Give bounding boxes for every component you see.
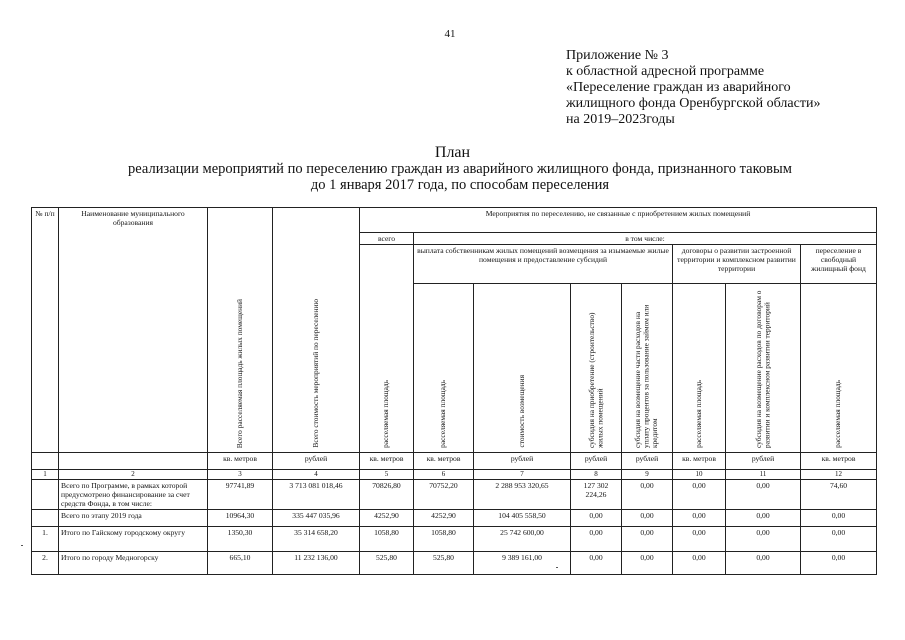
cell-col10: 0,00 (673, 527, 726, 552)
row-name: Итого по Гайскому городскому округу (59, 527, 208, 552)
cell-col6: 70752,20 (414, 480, 474, 510)
header-v-tom-chisle: в том числе: (414, 233, 877, 245)
header-pereselenie: переселение в свободный жилищный фонд (801, 245, 877, 284)
unit-cell: рублей (273, 453, 360, 470)
appendix-line: «Переселение граждан из аварийного (566, 80, 791, 95)
table-row (32, 527, 877, 552)
unit-cell: рублей (622, 453, 673, 470)
row-num: 2. (32, 552, 59, 575)
cell-col8: 0,00 (571, 552, 622, 575)
unit-cell: кв. метров (414, 453, 474, 470)
unit-cell: кв. метров (208, 453, 273, 470)
scan-speck (21, 545, 23, 546)
unit-cell: кв. метров (360, 453, 414, 470)
appendix-line: жилищного фонда Оренбургской области» (566, 96, 821, 111)
header-total-cost: Всего стоимость мероприятий по переселению (273, 208, 360, 453)
cell-col5: 525,80 (360, 552, 414, 575)
column-number: 4 (273, 470, 360, 480)
cell-col6: 1058,80 (414, 527, 474, 552)
column-number: 1 (32, 470, 59, 480)
unit-cell: рублей (474, 453, 571, 470)
cell-total-area: 1350,30 (208, 527, 273, 552)
header-vyplata: выплата собственникам жилых помещений возмещения за изымаемые жилые помещения и предоставление субсидий (414, 245, 673, 284)
appendix-block (566, 48, 820, 128)
appendix-line: на 2019–2023годы (566, 112, 675, 127)
subtitle-line: реализации мероприятий по переселению граждан из аварийного жилищного фонда, признанного таковым (128, 161, 792, 177)
column-number: 6 (414, 470, 474, 480)
cell-col9: 0,00 (622, 552, 673, 575)
cell-total-cost: 335 447 035,96 (273, 510, 360, 527)
cell-col12: 0,00 (801, 510, 877, 527)
cell-col12: 0,00 (801, 527, 877, 552)
appendix-line: к областной адресной программе (566, 64, 765, 79)
cell-col6: 525,80 (414, 552, 474, 575)
cell-col7: 104 405 558,50 (474, 510, 571, 527)
header-col10: расселяемая площадь (673, 284, 726, 453)
document-subtitle (60, 161, 860, 193)
cell-col5: 70826,80 (360, 480, 414, 510)
cell-total-area: 665,10 (208, 552, 273, 575)
cell-col7: 9 389 161,00 (474, 552, 571, 575)
column-number: 3 (208, 470, 273, 480)
cell-col8: 0,00 (571, 527, 622, 552)
column-number: 9 (622, 470, 673, 480)
subtitle-line: до 1 января 2017 года, по способам переселения (310, 177, 610, 193)
header-col11: субсидия на возмещение расходов по договорам о развитии и комплексном развитии территорий (726, 284, 801, 453)
row-name: Итого по городу Медногорску (59, 552, 208, 575)
cell-total-cost: 35 314 658,20 (273, 527, 360, 552)
column-number-row (32, 470, 877, 480)
cell-col8: 0,00 (571, 510, 622, 527)
header-group-title: Мероприятия по переселению, не связанные с приобретением жилых помещений (360, 208, 877, 233)
unit-cell: кв. метров (673, 453, 726, 470)
cell-col12: 0,00 (801, 552, 877, 575)
cell-col10: 0,00 (673, 480, 726, 510)
cell-col9: 0,00 (622, 510, 673, 527)
cell-col11: 0,00 (726, 480, 801, 510)
cell-col6: 4252,90 (414, 510, 474, 527)
header-vsego: всего (360, 233, 414, 245)
cell-total-cost: 3 713 081 018,46 (273, 480, 360, 510)
page-number: 41 (444, 28, 456, 40)
cell-col12: 74,60 (801, 480, 877, 510)
cell-col5: 4252,90 (360, 510, 414, 527)
header-total-area: Всего расселяемая площадь жилых помещений (208, 208, 273, 453)
cell-col7: 2 288 953 320,65 (474, 480, 571, 510)
cell-total-cost: 11 232 136,00 (273, 552, 360, 575)
column-number: 12 (801, 470, 877, 480)
unit-cell: кв. метров (801, 453, 877, 470)
cell-col8: 127 302 224,26 (571, 480, 622, 510)
column-number: 7 (474, 470, 571, 480)
header-col5: расселяемая площадь (360, 245, 414, 453)
scan-speck (556, 567, 558, 568)
header-name: Наименование муниципального образования (59, 208, 208, 453)
cell-col11: 0,00 (726, 510, 801, 527)
units-spacer (32, 453, 59, 470)
cell-total-area: 10964,30 (208, 510, 273, 527)
header-dogovory: договоры о развитии застроенной территории и комплексном развитии территории (673, 245, 801, 284)
document-title: План (434, 144, 471, 161)
header-num: № п/п (32, 208, 59, 453)
cell-total-area: 97741,89 (208, 480, 273, 510)
appendix-line: Приложение № 3 (566, 48, 669, 63)
cell-col11: 0,00 (726, 527, 801, 552)
cell-col9: 0,00 (622, 527, 673, 552)
header-col12: расселяемая площадь (801, 284, 877, 453)
units-spacer (59, 453, 208, 470)
row-num: 1. (32, 527, 59, 552)
row-num (32, 480, 59, 510)
unit-cell: рублей (571, 453, 622, 470)
cell-col10: 0,00 (673, 510, 726, 527)
table-row (32, 552, 877, 575)
header-col6: расселяемая площадь (414, 284, 474, 453)
header-col7: стоимость возмещения (474, 284, 571, 453)
cell-col11: 0,00 (726, 552, 801, 575)
table-row (32, 510, 877, 527)
unit-cell: рублей (726, 453, 801, 470)
row-name: Всего по Программе, в рамках которой предусмотрено финансирование за счет средств Фонда, в том числе: (59, 480, 208, 510)
plan-table (31, 207, 877, 575)
column-number: 2 (59, 470, 208, 480)
header-col8: субсидия на приобретение (строительство) жилых помещений (571, 284, 622, 453)
cell-col9: 0,00 (622, 480, 673, 510)
column-number: 5 (360, 470, 414, 480)
column-number: 11 (726, 470, 801, 480)
column-number: 8 (571, 470, 622, 480)
header-col9: субсидия на возмещение части расходов на уплату процентов за пользование займом или кредитом (622, 284, 673, 453)
cell-col7: 25 742 600,00 (474, 527, 571, 552)
row-name: Всего по этапу 2019 года (59, 510, 208, 527)
column-number: 10 (673, 470, 726, 480)
row-num (32, 510, 59, 527)
cell-col5: 1058,80 (360, 527, 414, 552)
table-row (32, 480, 877, 510)
cell-col10: 0,00 (673, 552, 726, 575)
